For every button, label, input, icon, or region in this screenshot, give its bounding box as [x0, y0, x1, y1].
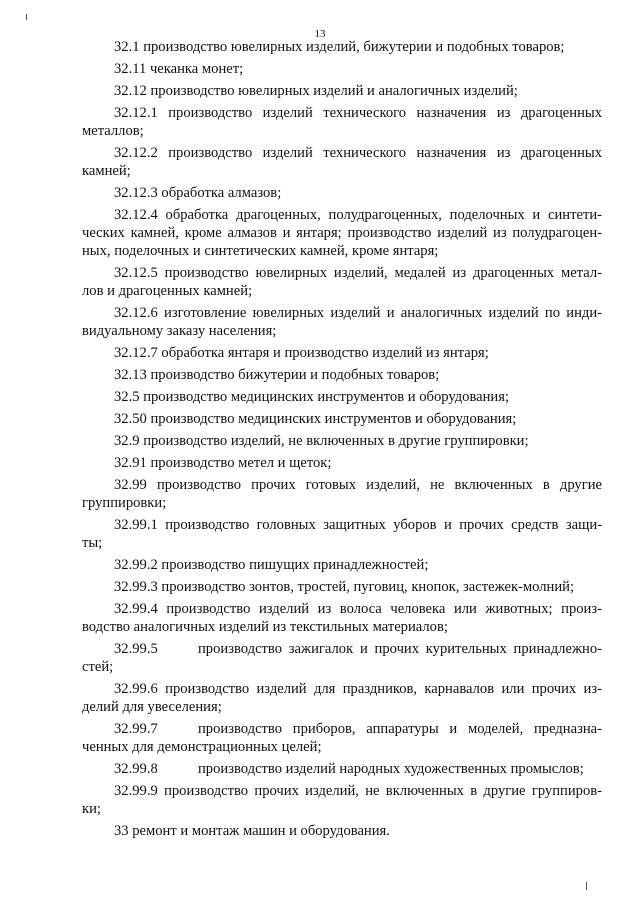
list-item-continuation: металлов;: [82, 123, 144, 139]
list-item-continuation: ты;: [82, 535, 103, 551]
list-item: производство приборов, аппаратуры и моделей, предназна-: [198, 721, 602, 737]
list-item-continuation: ных, поделочных и синтетических камней, кроме янтаря;: [82, 243, 439, 259]
list-item: 32.12.5 производство ювелирных изделий, медалей из драгоценных метал-: [114, 265, 602, 281]
list-item-continuation: стей;: [82, 659, 114, 675]
list-item-code: 32.99.8: [114, 761, 158, 777]
list-item: 32.12.1 производство изделий технического назначения из драгоценных: [114, 105, 602, 121]
list-item-continuation: водство аналогичных изделий из текстильных материалов;: [82, 619, 448, 635]
list-item: 32.91 производство метел и щеток;: [114, 455, 332, 471]
list-item: 33 ремонт и монтаж машин и оборудования.: [114, 823, 390, 839]
list-item-continuation: ческих камней, кроме алмазов и янтаря; производство изделий из полудрагоцен-: [82, 225, 602, 241]
list-item-continuation: ченных для демонстрационных целей;: [82, 739, 322, 755]
list-item-continuation: видуальному заказу населения;: [82, 323, 277, 339]
list-item-continuation: делий для увеселения;: [82, 699, 222, 715]
list-item: 32.5 производство медицинских инструментов и оборудования;: [114, 389, 510, 405]
list-item: 32.12.2 производство изделий технического назначения из драгоценных: [114, 145, 602, 161]
list-item: 32.12 производство ювелирных изделий и аналогичных изделий;: [114, 83, 518, 99]
margin-mark-bottom-right: [586, 882, 587, 890]
list-item: 32.99.6 производство изделий для праздников, карнавалов или прочих из-: [114, 681, 602, 697]
list-item: 32.99.1 производство головных защитных уборов и прочих средств защи-: [114, 517, 602, 533]
list-item: 32.50 производство медицинских инструментов и оборудования;: [114, 411, 517, 427]
list-item-continuation: группировки;: [82, 495, 167, 511]
list-item-continuation: ки;: [82, 801, 101, 817]
list-item: 32.99.9 производство прочих изделий, не включенных в другие группиров-: [114, 783, 602, 799]
list-item: 32.12.4 обработка драгоценных, полудрагоценных, поделочных и синтети-: [114, 207, 602, 223]
list-item-code: 32.99.5: [114, 641, 158, 657]
margin-mark-top-left: [26, 14, 27, 20]
list-item: 32.99.2 производство пишущих принадлежностей;: [114, 557, 429, 573]
list-item: 32.99.4 производство изделий из волоса человека или животных; произ-: [114, 601, 602, 617]
list-item: производство изделий народных художественных промыслов;: [198, 761, 584, 777]
list-item: 32.99.3 производство зонтов, тростей, пуговиц, кнопок, застежек-молний;: [114, 579, 575, 595]
list-item: производство зажигалок и прочих курительных принадлежно-: [198, 641, 602, 657]
list-item: 32.1 производство ювелирных изделий, бижутерии и подобных товаров;: [114, 39, 565, 55]
list-item: 32.12.6 изготовление ювелирных изделий и аналогичных изделий по инди-: [114, 305, 602, 321]
list-item-continuation: камней;: [82, 163, 131, 179]
list-item: 32.12.3 обработка алмазов;: [114, 185, 282, 201]
list-item: 32.12.7 обработка янтаря и производство изделий из янтаря;: [114, 345, 489, 361]
list-item: 32.13 производство бижутерии и подобных товаров;: [114, 367, 440, 383]
list-item: 32.99 производство прочих готовых изделий, не включенных в другие: [114, 477, 602, 493]
list-item-code: 32.99.7: [114, 721, 158, 737]
page-number: 13: [314, 28, 326, 40]
list-item: 32.9 производство изделий, не включенных в другие группировки;: [114, 433, 529, 449]
list-item: 32.11 чеканка монет;: [114, 61, 244, 77]
list-item-continuation: лов и драгоценных камней;: [82, 283, 253, 299]
